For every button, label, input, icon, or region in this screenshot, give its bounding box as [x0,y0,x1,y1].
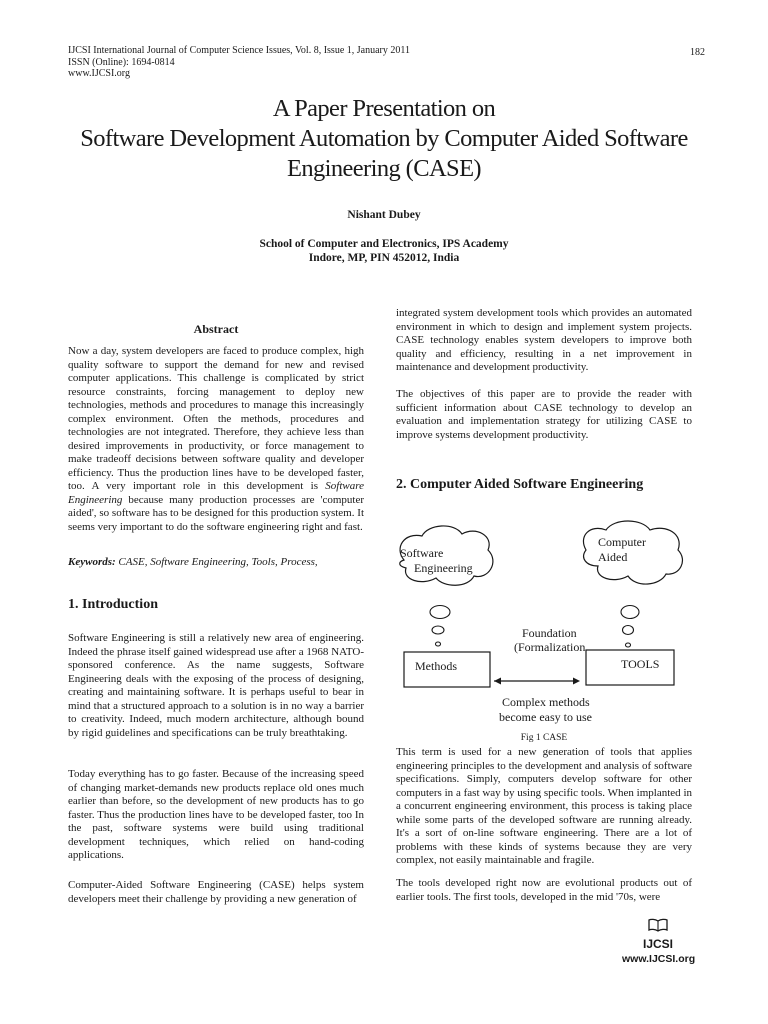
arrow-head-right-icon [573,678,580,685]
issn-line: ISSN (Online): 1694-0814 [68,56,175,68]
paragraph-text: Software Engineering is still a relatively new area of engineering. Indeed the phrase itself gained widespread use after a 1968 NATO-sponsored conference. As the name suggests, Software Engineering deals with the exposing of the process of designing, creating and maintaining software. It is perhaps useful to bear in mind that a structured approach to a solution is in no way a barrier to creativity. Indeed, much modern architecture, although bound by rigid guidelines and specifications can be truly breathtaking. [68,632,364,739]
bottom-line-2: become easy to use [499,710,592,724]
affiliation [0,238,768,265]
foundation-line-1: Foundation [522,626,577,640]
introduction-paragraph-3 [68,879,364,906]
paper-title [40,94,728,184]
journal-header [68,45,488,80]
abstract-text-part-2: because many production processes are 'computer aided', so software has to be designed for this production system. It seems very important to do the software engineering right and fast. [68,493,364,533]
arrow-head-left-icon [494,678,501,685]
affiliation-line-1: School of Computer and Electronics, IPS Academy [259,238,509,250]
right-paragraph-3 [396,746,692,868]
paragraph-text: Today everything has to go faster. Because of the increasing speed of changing market-demands new products replace old ones much earlier than before, so the development of new products has to go faster. Thus the production lines have to be developed faster, too In the past, software systems were build using traditional development techniques, which relied on hand-coding applications. [68,768,364,861]
thought-bubble-left-medium [432,626,444,634]
logo-url[interactable]: www.IJCSI.org [622,953,696,965]
right-paragraph-4 [396,877,692,904]
keywords-text: CASE, Software Engineering, Tools, Process, [118,556,318,568]
bottom-line-1: Complex methods [502,695,590,709]
title-line-1: A Paper Presentation on [272,95,496,122]
keywords [68,556,364,568]
logo-brand: IJCSI [642,937,673,951]
right-paragraph-1 [396,307,692,375]
abstract-text [68,345,364,534]
paragraph-text: This term is used for a new generation of tools that applies engineering principles to the development and analysis of software specifications. Simply, computers develop software for other computers in a fast way by using specific tools. When implanted in a concurrent engineering environment, this process is taking place while some parts of the developed software are running already. It's a sort of on-line software engineering. There are a lot of problems with these kinds of systems because they are very complex, not easily maintainable and fragile. [396,746,692,866]
website-link[interactable]: www.IJCSI.org [68,68,130,79]
tools-label: TOOLS [621,657,660,671]
cloud-left-line-1: Software [400,546,444,560]
thought-bubble-left-small [436,642,441,646]
cloud-left-line-2: Engineering [414,561,473,575]
abstract-emphasis: Software Engineering [68,480,364,506]
abstract-text-part-1: Now a day, system developers are faced to produce complex, high quality software to support the demand for new and revised computer applications. This challenge is complicated by strict resource constraints, forcing management to deploy new technologies, methods and procedures to manage this increasingly complex environment. Often the methods, procedures and technologies are not integrated. Therefore, they achieve less than desired improvements in productivity, or force management to make tradeoff decisions between software quality and developer efficiency. Thus the production lines have to be developed faster, too. A very important role in this development is [68,345,364,492]
thought-bubble-left-large [430,606,450,619]
introduction-paragraph-1 [68,632,364,740]
abstract-heading: Abstract [193,322,239,336]
case-diagram [390,520,700,732]
foundation-line-2: (Formalization [514,640,586,654]
author-name: Nishant Dubey [347,209,421,221]
cloud-right-line-1: Computer [598,535,646,549]
title-line-3: Engineering (CASE) [286,155,481,182]
methods-label: Methods [415,659,457,673]
journal-line: IJCSI International Journal of Computer Science Issues, Vol. 8, Issue 1, January 2011 [68,45,410,56]
title-line-2: Software Development Automation by Computer Aided Software [80,125,688,152]
ijcsi-logo [622,918,694,965]
right-paragraph-2 [396,388,692,442]
paragraph-text: Computer-Aided Software Engineering (CASE) helps system developers meet their challenge by providing a new generation of [68,879,364,905]
paragraph-text: The tools developed right now are evolutional products out of earlier tools. The first tools, developed in the mid '70s, were [396,877,692,903]
thought-bubble-right-medium [623,626,634,635]
cloud-right-line-2: Aided [598,550,628,564]
paragraph-text: The objectives of this paper are to provide the reader with sufficient information about CASE technology to develop an evaluation and implementation strategy for utilizing CASE to improve systems development productivity. [396,388,692,441]
keywords-label: Keywords: [68,556,116,568]
figure-caption: Fig 1 CASE [520,733,568,743]
section-2-heading: 2. Computer Aided Software Engineering [396,477,644,492]
page-number: 182 [690,47,705,58]
introduction-heading: 1. Introduction [68,597,158,612]
thought-bubble-right-small [626,643,631,647]
paragraph-text: integrated system development tools which provides an automated environment in which to design and implement system projects. CASE technology enables system developers to improve both quality and efficiency, resulting in a net improvement in maintenance and development productivity. [396,307,692,373]
thought-bubble-right-large [621,606,639,619]
affiliation-line-2: Indore, MP, PIN 452012, India [308,251,460,264]
open-book-icon [648,918,668,932]
introduction-paragraph-2 [68,768,364,863]
